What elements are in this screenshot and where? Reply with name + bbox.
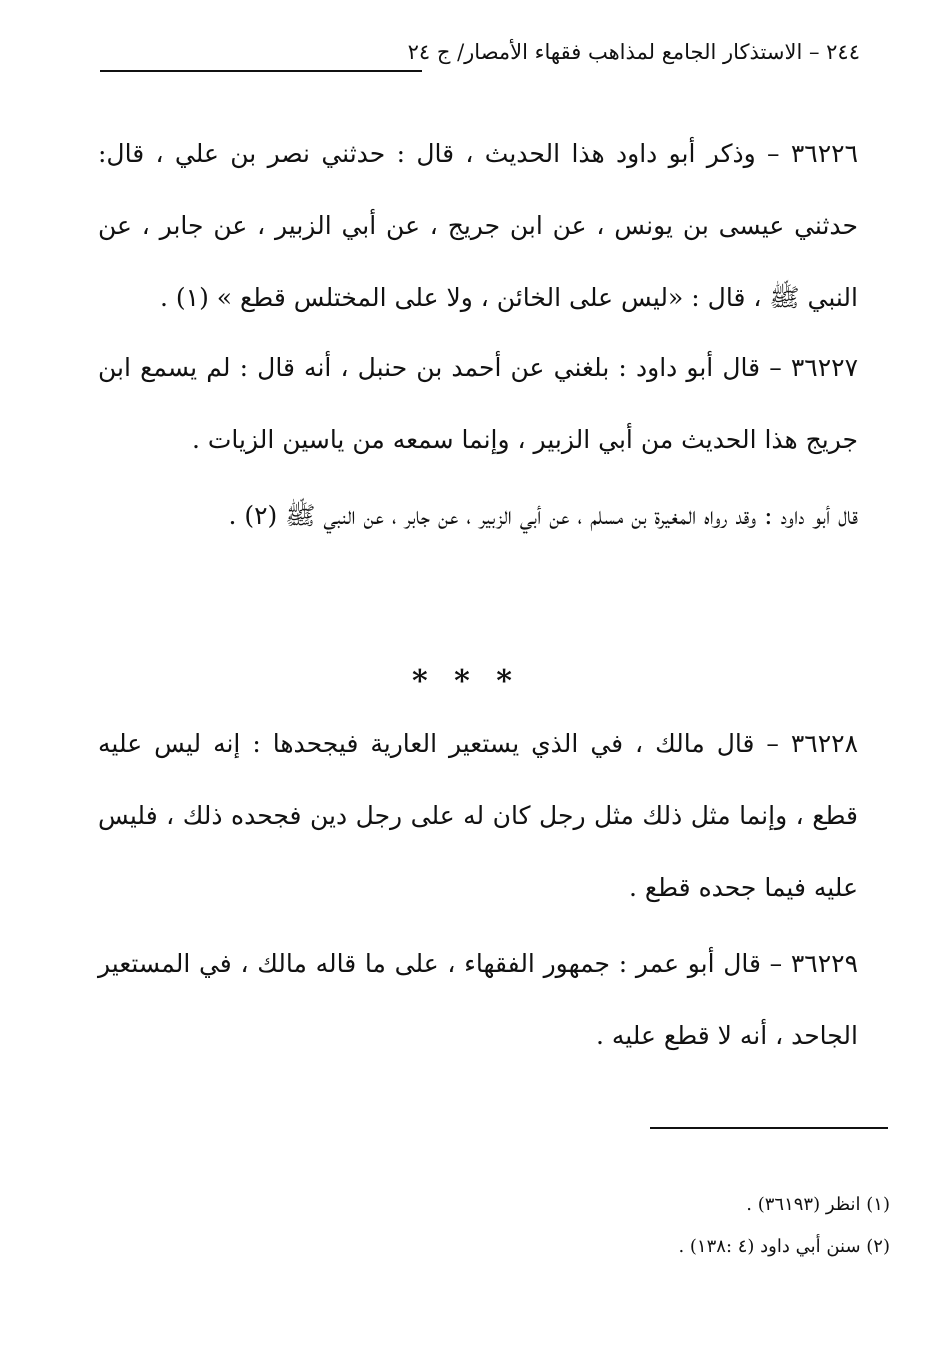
header-rule bbox=[100, 70, 422, 72]
paragraph-36228: ٣٦٢٢٨ – قال مالك ، في الذي يستعير العارية فيجحدها : إنه ليس عليه قطع ، وإنما مثل ذلك مثل رجل كان له على رجل دين فجحده ذلك ، فليس عليه فيما جحده قطع . bbox=[98, 729, 858, 902]
paragraph-36227: ٣٦٢٢٧ – قال أبو داود : بلغني عن أحمد بن حنبل ، أنه قال : لم يسمع ابن جريج هذا الحديث من أبي الزبير ، وإنما سمعه من ياسين الزيات . bbox=[98, 353, 858, 454]
paragraph-36229: ٣٦٢٢٩ – قال أبو عمر : جمهور الفقهاء ، على ما قاله مالك ، في المستعير الجاحد ، أنه لا قطع عليه . bbox=[98, 949, 858, 1050]
footnote-2: (٢) سنن أبي داود (٤ :١٣٨) . bbox=[678, 1236, 890, 1257]
running-title: ٢٤٤ – الاستذكار الجامع لمذاهب فقهاء الأمصار/ ج ٢٤ bbox=[407, 40, 860, 64]
section-separator: * * * bbox=[412, 664, 520, 699]
paragraph-abu-dawud-note: قال أبو داود : وقد رواه المغيرة بن مسلم ، عن أبي الزبير ، عن جابر ، عن النبي ﷺ (٢) . bbox=[228, 501, 858, 530]
footnote-1: (١) انظر (٣٦١٩٣) . bbox=[746, 1194, 890, 1215]
footnote-rule bbox=[650, 1127, 888, 1129]
paragraph-36226: ٣٦٢٢٦ – وذكر أبو داود هذا الحديث ، قال : حدثني نصر بن علي ، قال: حدثني عيسى بن يونس ، عن ابن جريج ، عن أبي الزبير ، عن جابر ، عن النبي ﷺ ، قال : «ليس على الخائن ، ولا على المختلس قطع » (١) . bbox=[98, 139, 858, 312]
page-header bbox=[100, 38, 860, 78]
